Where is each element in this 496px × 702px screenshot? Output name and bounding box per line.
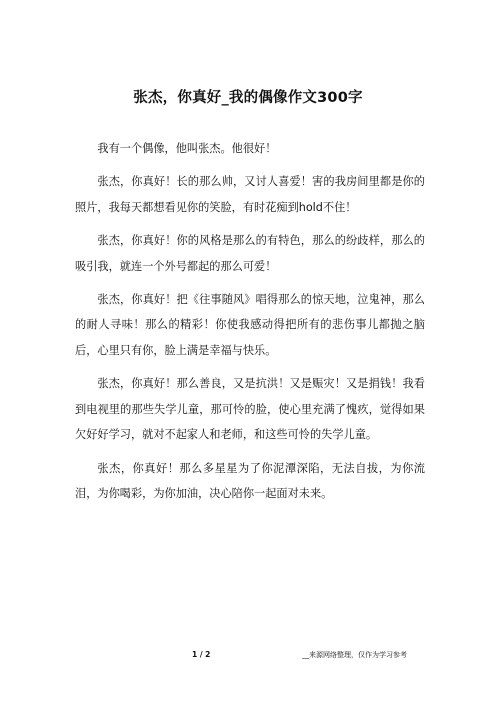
paragraph: 张杰，你真好！你的风格是那么的有特色，那么的纷歧样，那么的吸引我，就连一个外号都起的那么可爱！ — [75, 233, 425, 273]
article-title: 张杰，你真好_我的偶像作文300字 — [133, 90, 363, 106]
paragraph: 张杰，你真好！那么多星星为了你泥潭深陷，无法自拔，为你流泪，为你喝彩，为你加油，决心陪你一起面对未来。 — [75, 461, 425, 501]
article-body — [75, 136, 425, 514]
paragraph: 张杰，你真好！长的那么帅，又讨人喜爱！害的我房间里都是你的照片，我每天都想看见你的笑脸，有时花痴到hold不住！ — [75, 175, 425, 214]
paragraph: 我有一个偶像，他叫张杰。他很好！ — [97, 142, 277, 155]
source-note: __来源网络整理，仅作为学习参考 — [302, 651, 407, 659]
page-number: 1 / 2 — [192, 650, 211, 659]
paragraph: 张杰，你真好！把《往事随风》唱得那么的惊天地，泣鬼神，那么的耐人寻味！那么的精彩！你使我感动得把所有的悲伤事儿都抛之脑后，心里只有你，脸上满是幸福与快乐。 — [75, 292, 425, 357]
page-footer — [0, 648, 496, 668]
paragraph: 张杰，你真好！那么善良，又是抗洪！又是赈灾！又是捐钱！我看到电视里的那些失学儿童，那可怜的脸，使心里充满了愧疚，觉得如果欠好好学习，就对不起家人和老师，和这些可怜的失学儿童。 — [75, 377, 425, 442]
